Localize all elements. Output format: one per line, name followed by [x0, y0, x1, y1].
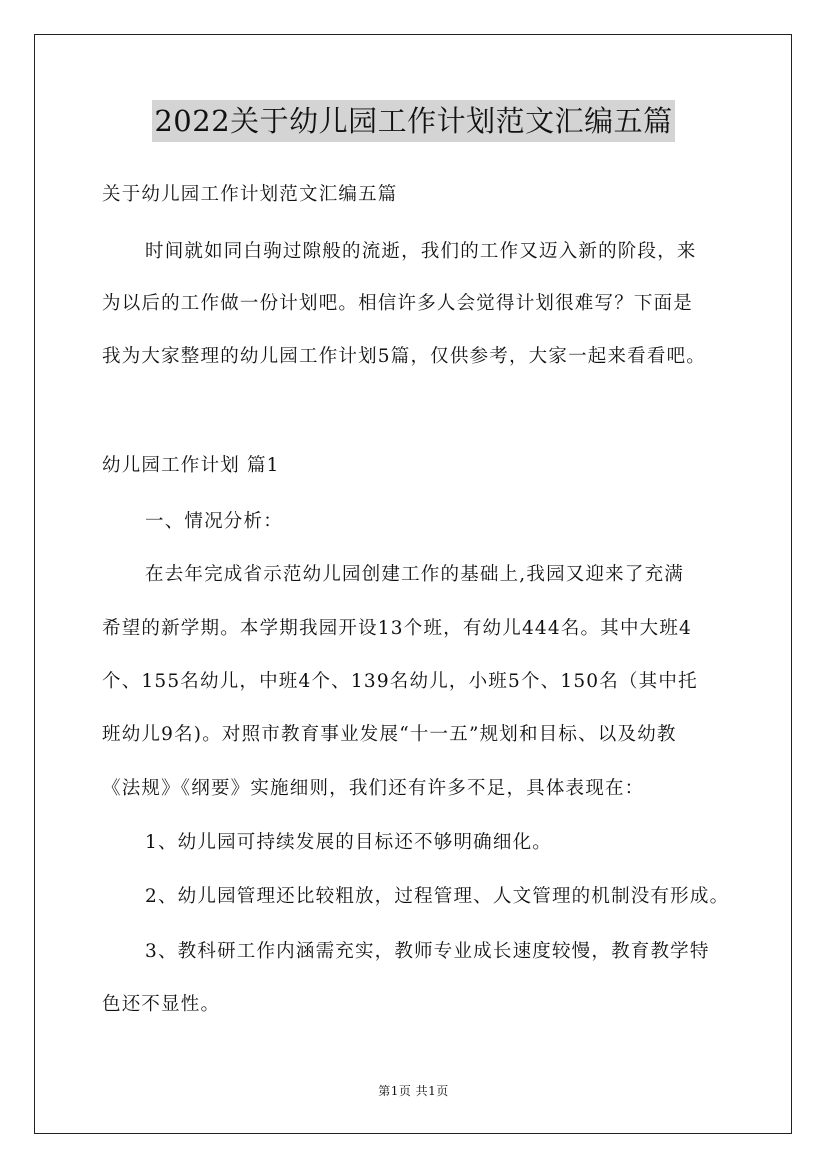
- point-1: 1、幼儿园可持续发展的目标还不够明确细化。: [145, 832, 552, 853]
- point-2: 2、幼儿园管理还比较粗放，过程管理、人文管理的机制没有形成。: [145, 886, 730, 907]
- intro-line-3: 我为大家整理的幼儿园工作计划5篇，仅供参考，大家一起来看看吧。: [102, 346, 706, 367]
- point-3-line-1: 3、教科研工作内涵需充实，教师专业成长速度较慢，教育教学特: [145, 941, 710, 962]
- page-footer: 第1页 共1页: [378, 1084, 449, 1098]
- point-3-line-2: 色还不显性。: [102, 994, 221, 1015]
- intro-line-1: 时间就如同白驹过隙般的流逝，我们的工作又迈入新的阶段，来: [145, 241, 697, 262]
- document-title: [0, 100, 827, 142]
- analysis-line-4: 班幼儿9名)。对照市教育事业发展“十一五”规划和目标、以及幼教: [102, 724, 677, 745]
- section-heading: 幼儿园工作计划 篇1: [102, 455, 280, 476]
- part-heading: 一、情况分析：: [145, 511, 283, 532]
- analysis-line-1: 在去年完成省示范幼儿园创建工作的基础上,我园又迎来了充满: [145, 564, 684, 585]
- intro-line-2: 为以后的工作做一份计划吧。相信许多人会觉得计划很难写？下面是: [102, 293, 694, 314]
- document-title-text: 2022关于幼儿园工作计划范文汇编五篇: [152, 100, 674, 142]
- analysis-line-5: 《法规》《纲要》实施细则，我们还有许多不足，具体表现在：: [102, 778, 645, 799]
- analysis-line-2: 希望的新学期。本学期我园开设13个班，有幼儿444名。其中大班4: [102, 618, 693, 639]
- analysis-line-3: 个、155名幼儿，中班4个、139名幼儿，小班5个、150名（其中托: [102, 671, 698, 692]
- document-subtitle: 关于幼儿园工作计划范文汇编五篇: [102, 184, 398, 205]
